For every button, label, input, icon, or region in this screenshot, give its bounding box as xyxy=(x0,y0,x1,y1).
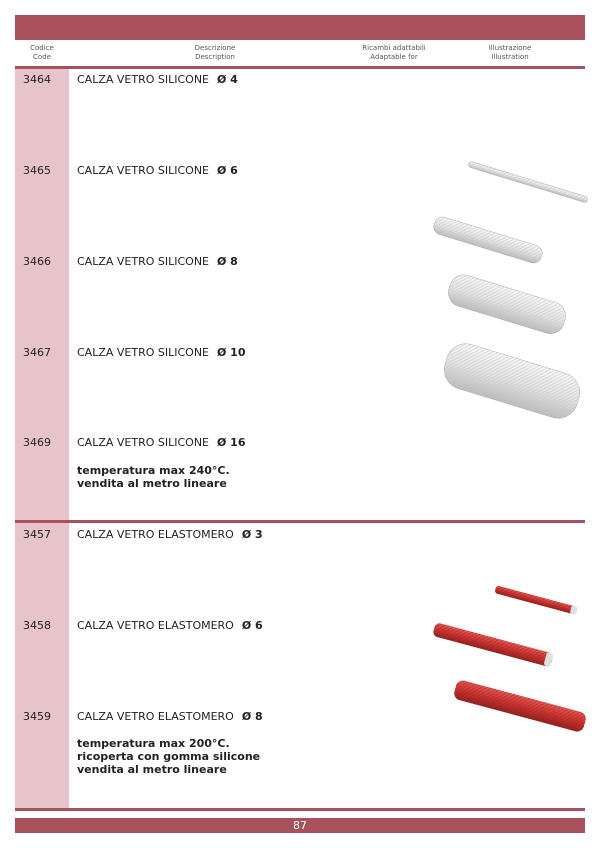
header-desc-en: Description xyxy=(195,53,235,61)
page-number: 87 xyxy=(293,819,307,832)
product-diameter: Ø 6 xyxy=(217,164,238,177)
page-footer xyxy=(15,818,585,833)
product-note: vendita al metro lineare xyxy=(77,763,227,776)
white-sleeve-small-illustration xyxy=(468,161,588,203)
product-diameter: Ø 10 xyxy=(217,346,246,359)
product-diameter: Ø 6 xyxy=(241,619,263,632)
header-code-it: Codice xyxy=(30,44,54,52)
product-diameter: Ø 4 xyxy=(217,73,238,86)
product-code: 3469 xyxy=(23,436,51,449)
product-name: CALZA VETRO ELASTOMERO xyxy=(77,710,234,723)
product-code: 3467 xyxy=(23,346,51,359)
product-name: CALZA VETRO SILICONE xyxy=(77,255,209,268)
white-sleeve-xlarge-illustration xyxy=(439,339,584,423)
product-note: temperatura max 200°C. xyxy=(77,737,230,750)
product-code: 3466 xyxy=(23,255,51,268)
header-illus-en: Illustration xyxy=(491,53,529,61)
product-name: CALZA VETRO SILICONE xyxy=(77,436,209,449)
header-spare-it: Ricambi adattabili xyxy=(362,44,426,52)
product-note: vendita al metro lineare xyxy=(77,477,227,490)
red-sleeve-medium-illustration xyxy=(432,622,553,667)
header-code-en: Code xyxy=(33,53,51,61)
product-diameter: Ø 16 xyxy=(217,436,246,449)
product-name: CALZA VETRO SILICONE xyxy=(77,346,209,359)
product-diameter: Ø 3 xyxy=(241,528,263,541)
product-note: temperatura max 240°C. xyxy=(77,464,230,477)
product-diameter: Ø 8 xyxy=(217,255,238,268)
product-code: 3459 xyxy=(23,710,51,723)
header-spare-en: Adaptable for xyxy=(370,53,418,61)
product-code: 3458 xyxy=(23,619,51,632)
white-sleeve-large-illustration xyxy=(445,271,569,337)
product-name: CALZA VETRO SILICONE xyxy=(77,73,209,86)
white-sleeve-medium-illustration xyxy=(432,215,544,265)
product-name: CALZA VETRO SILICONE xyxy=(77,164,209,177)
header-desc-it: Descrizione xyxy=(194,44,236,52)
product-code: 3465 xyxy=(23,164,51,177)
product-code: 3457 xyxy=(23,528,51,541)
product-name: CALZA VETRO ELASTOMERO xyxy=(77,528,234,541)
product-code: 3464 xyxy=(23,73,51,86)
red-sleeve-large-illustration xyxy=(453,679,588,733)
product-diameter: Ø 8 xyxy=(241,710,263,723)
product-name: CALZA VETRO ELASTOMERO xyxy=(77,619,234,632)
red-sleeve-small-illustration xyxy=(494,585,577,614)
product-note: ricoperta con gomma silicone xyxy=(77,750,261,763)
header-illus-it: Illustrazione xyxy=(488,44,532,52)
